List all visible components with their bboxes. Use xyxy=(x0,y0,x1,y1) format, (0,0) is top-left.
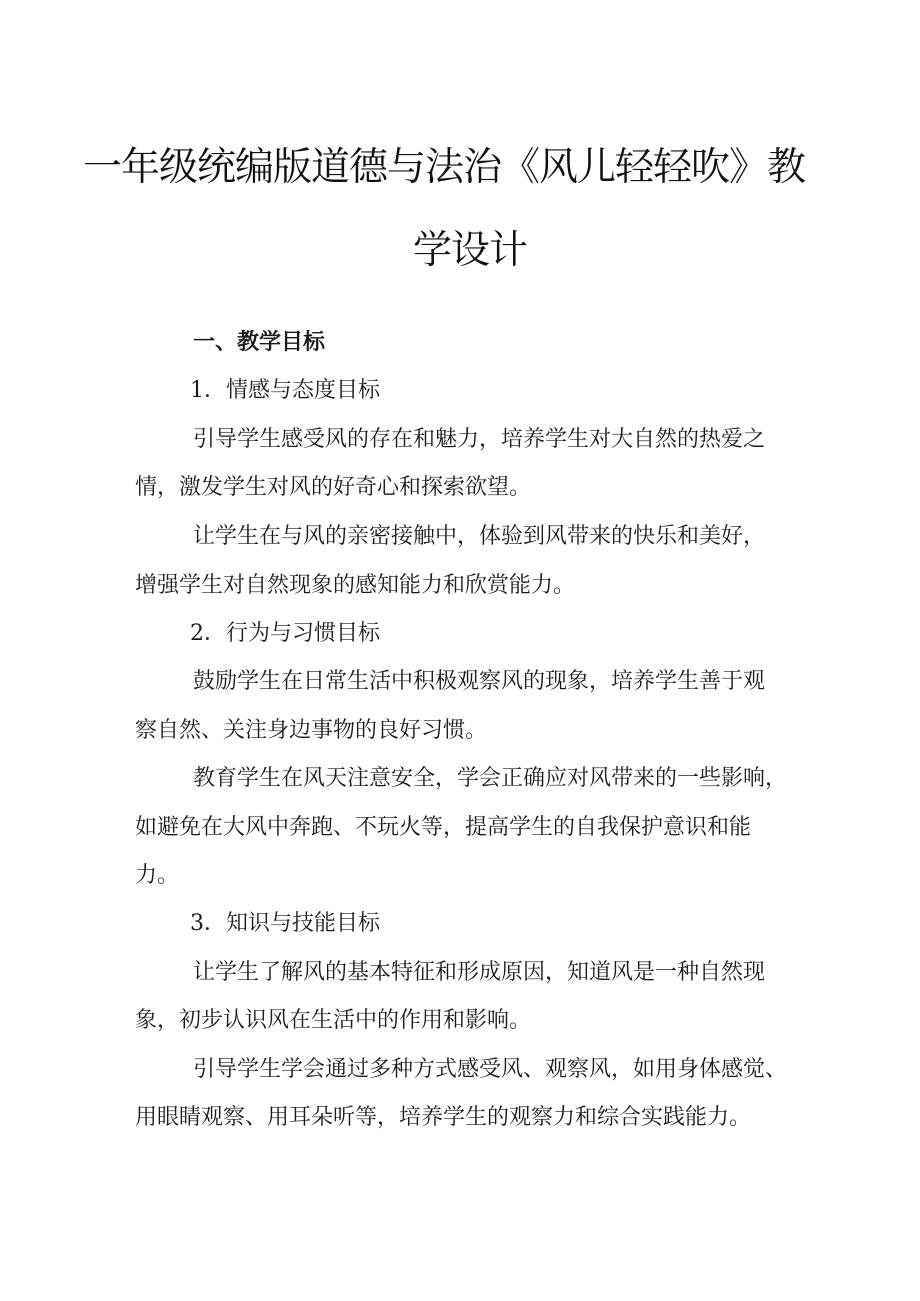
paragraph-4-line-1: 教育学生在风天注意安全，学会正确应对风带来的一些影响， xyxy=(193,766,788,791)
document-title-line-1: 一年级统编版道德与法治《风儿轻轻吹》教 xyxy=(82,145,805,190)
paragraph-1-line-2: 情，激发学生对风的好奇心和探索欲望。 xyxy=(135,475,532,500)
section-heading-teaching-goals: 一、教学目标 xyxy=(193,330,326,355)
subheading-emotion-attitude: 1．情感与态度目标 xyxy=(190,378,380,403)
paragraph-5-line-1: 让学生了解风的基本特征和形成原因，知道风是一种自然现 xyxy=(193,960,766,985)
paragraph-4-line-3: 力。 xyxy=(135,863,180,888)
document-title-line-2: 学设计 xyxy=(412,228,527,273)
paragraph-1-line-1: 引导学生感受风的存在和魅力，培养学生对大自然的热爱之 xyxy=(193,427,766,452)
paragraph-5-line-2: 象，初步认识风在生活中的作用和影响。 xyxy=(135,1008,532,1033)
paragraph-3-line-2: 察自然、关注身边事物的良好习惯。 xyxy=(135,718,488,743)
paragraph-3-line-1: 鼓励学生在日常生活中积极观察风的现象，培养学生善于观 xyxy=(193,669,766,694)
paragraph-2-line-2: 增强学生对自然现象的感知能力和欣赏能力。 xyxy=(135,573,576,598)
paragraph-4-line-2: 如避免在大风中奔跑、不玩火等，提高学生的自我保护意识和能 xyxy=(135,815,752,840)
paragraph-2-line-1: 让学生在与风的亲密接触中，体验到风带来的快乐和美好， xyxy=(193,524,766,549)
subheading-knowledge-skills: 3．知识与技能目标 xyxy=(190,911,380,936)
paragraph-6-line-1: 引导学生学会通过多种方式感受风、观察风，如用身体感觉、 xyxy=(193,1057,788,1082)
subheading-behavior-habits: 2．行为与习惯目标 xyxy=(190,621,380,646)
paragraph-6-line-2: 用眼睛观察、用耳朵听等，培养学生的观察力和综合实践能力。 xyxy=(135,1105,752,1130)
